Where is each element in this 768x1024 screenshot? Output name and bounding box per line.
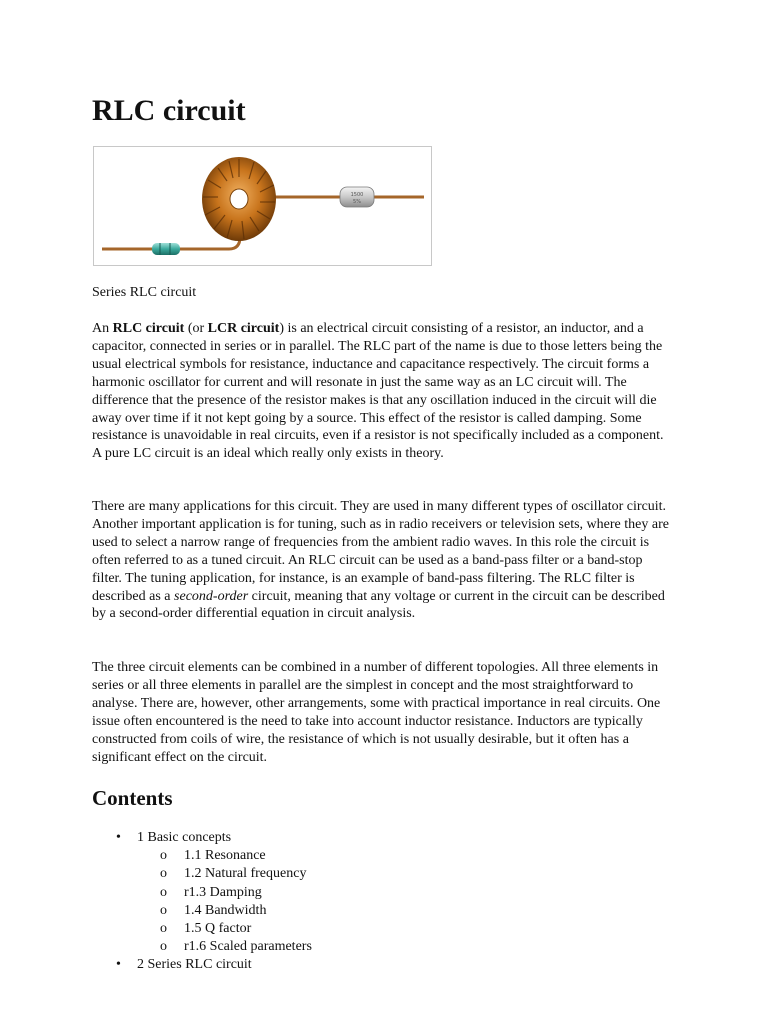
figure-caption: Series RLC circuit <box>92 285 197 300</box>
sub-bullet-icon: o <box>160 902 167 918</box>
intro-paragraph <box>92 320 674 463</box>
text-run: The three circuit elements can be combined in a number of different topologies. All three elements in series or all three elements in parallel are the simplest in concept and the most straightforward to analyse. There are, however, other arrangements, some with practical importance in real circuits. One issue often encountered is the need to take into account inductor resistance. Inductors are typically constructed from coils of wire, the resistance of which is not usually desirable, but it often has a significant effect on the circuit. <box>92 660 661 765</box>
bullet-icon: • <box>116 957 121 973</box>
toc-item-label: r1.6 Scaled parameters <box>184 939 312 955</box>
bold-term: LCR circuit <box>207 321 280 336</box>
inductor-coil-icon <box>202 157 276 241</box>
toc-item-label: r1.3 Damping <box>184 884 262 900</box>
rlc-circuit-photo <box>93 146 432 266</box>
contents-heading: Contents <box>92 786 173 810</box>
toc-item-label: 1.4 Bandwidth <box>184 902 267 918</box>
resistor-marking-value: 1500 <box>350 192 364 198</box>
sub-bullet-icon: o <box>160 866 167 882</box>
toc-item-label: 2 Series RLC circuit <box>137 957 252 973</box>
resistor-icon <box>340 187 374 207</box>
sub-bullet-icon: o <box>160 848 167 864</box>
applications-paragraph <box>92 498 674 623</box>
sub-bullet-icon: o <box>160 884 167 900</box>
text-run: ) is an electrical circuit consisting of a resistor, an inductor, and a capacitor, connected in series or in parallel. The RLC part of the name is due to those letters being the usual electrical symbols for resistance, inductance and capacitance respectively. The circuit forms a harmonic oscillator for current and will resonate in just the same way as an LC circuit will. The difference that the presence of the resistor makes is that any oscillation induced in the circuit will die away over time if it not kept going by a source. This effect of the resistor is called damping. Some resistance is unavoidable in real circuits, even if a resistor is not specifically included as a component. A pure LC circuit is an ideal which really only exists in theory. <box>92 321 664 462</box>
capacitor-icon <box>152 243 180 255</box>
italic-term: second-order <box>174 588 249 604</box>
text-run: An <box>92 321 113 336</box>
toc-item-label: 1.1 Resonance <box>184 848 266 864</box>
resistor-marking-tolerance: 5% <box>353 199 361 205</box>
text-run: (or <box>184 321 208 336</box>
toc-item-label: 1.5 Q factor <box>184 920 252 936</box>
toc-item-label: 1.2 Natural frequency <box>184 866 307 882</box>
sub-bullet-icon: o <box>160 920 167 936</box>
text-run: There are many applications for this circuit. They are used in many different types of oscillator circuit. Another important application is for tuning, such as in radio receivers or television sets, where they are used to select a narrow range of frequencies from the ambient radio waves. In this role the circuit is often referred to as a tuned circuit. An RLC circuit can be used as a band-pass filter or a band-stop filter. The tuning application, for instance, is an example of band-pass filtering. The RLC filter is described as a <box>92 499 669 604</box>
article-title: RLC circuit <box>92 94 246 127</box>
text-run: circuit, meaning that any voltage or current in the circuit can be described by a second-order differential equation in circuit analysis. <box>92 588 665 622</box>
bold-term: RLC circuit <box>112 321 185 336</box>
topologies-paragraph <box>92 659 674 766</box>
sub-bullet-icon: o <box>160 939 167 955</box>
rlc-components-illustration <box>94 147 431 265</box>
toc-item-label: 1 Basic concepts <box>137 830 232 845</box>
bullet-icon: • <box>116 830 121 845</box>
